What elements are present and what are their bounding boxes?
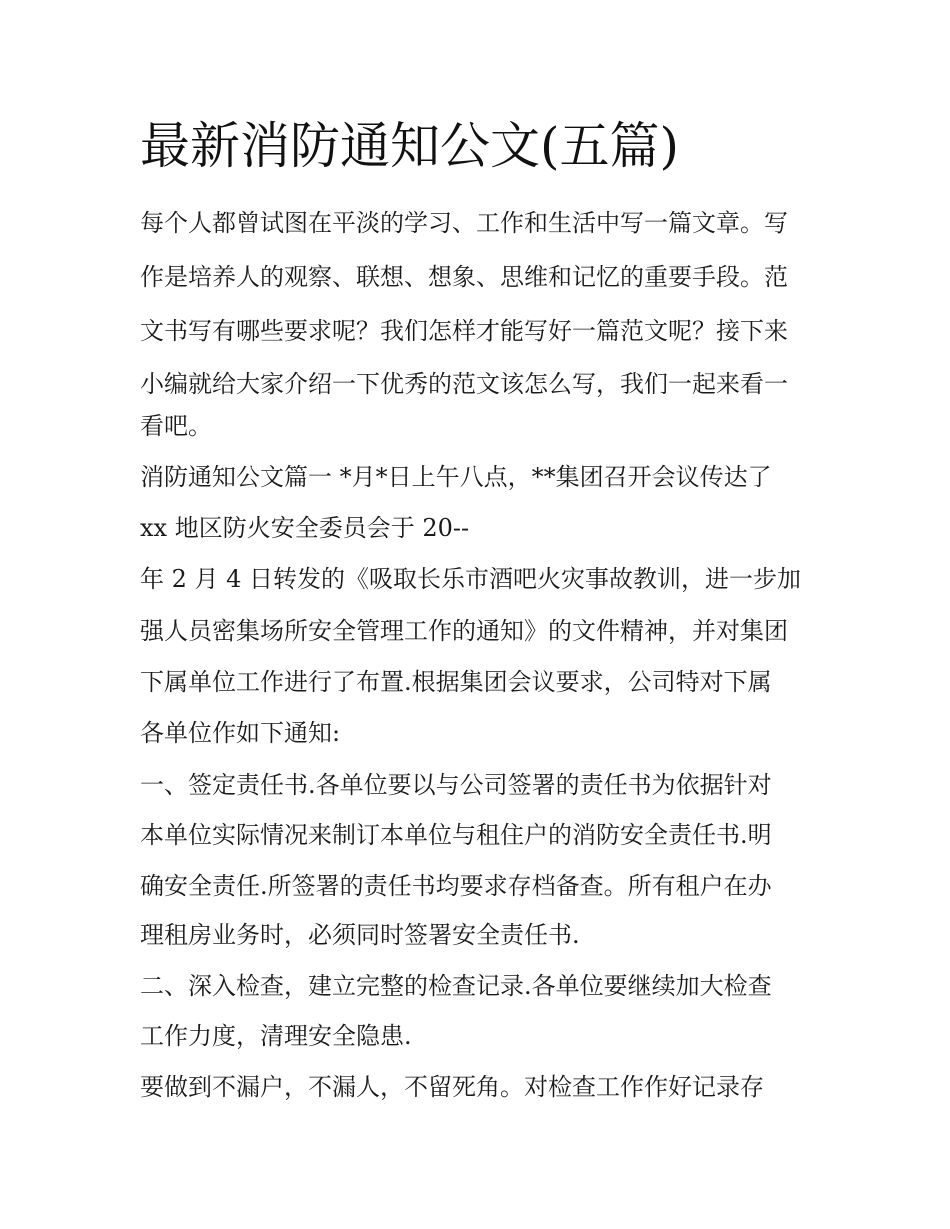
- body-line-11: 各单位作如下通知:: [140, 719, 341, 747]
- body-line-12: 一、签定责任书.各单位要以与公司签署的责任书为依据针对: [140, 771, 772, 799]
- body-line-8: 年 2 月 4 日转发的《吸取长乐市酒吧火灾事故教训，进一步加: [140, 565, 802, 593]
- body-line-4: 小编就给大家介绍一下优秀的范文该怎么写，我们一起来看一: [140, 370, 788, 398]
- body-line-16: 二、深入检查，建立完整的检查记录.各单位要继续加大检查: [140, 972, 772, 1000]
- body-line-5: 看吧。: [140, 412, 212, 440]
- body-line-2: 作是培养人的观察、联想、想象、思维和记忆的重要手段。范: [140, 263, 788, 291]
- body-line-14: 确安全责任.所签署的责任书均要求存档备查。所有租户在办: [140, 872, 772, 900]
- body-line-15: 理租房业务时，必须同时签署安全责任书.: [140, 921, 580, 949]
- body-line-3: 文书写有哪些要求呢？我们怎样才能写好一篇范文呢？接下来: [140, 317, 788, 345]
- document-title: 最新消防通知公文(五篇): [140, 117, 680, 175]
- body-line-6: 消防通知公文篇一 *月*日上午八点，**集团召开会议传达了: [140, 463, 772, 491]
- body-line-17: 工作力度，清理安全隐患.: [140, 1022, 412, 1050]
- body-line-9: 强人员密集场所安全管理工作的通知》的文件精神，并对集团: [140, 617, 788, 645]
- body-line-13: 本单位实际情况来制订本单位与租住户的消防安全责任书.明: [140, 821, 772, 849]
- body-line-7: xx 地区防火安全委员会于 20--: [140, 514, 470, 542]
- body-line-10: 下属单位工作进行了布置.根据集团会议要求，公司特对下属: [140, 668, 772, 696]
- body-line-1: 每个人都曾试图在平淡的学习、工作和生活中写一篇文章。写: [140, 209, 788, 237]
- body-line-18: 要做到不漏户，不漏人，不留死角。对检查工作作好记录存: [140, 1073, 764, 1101]
